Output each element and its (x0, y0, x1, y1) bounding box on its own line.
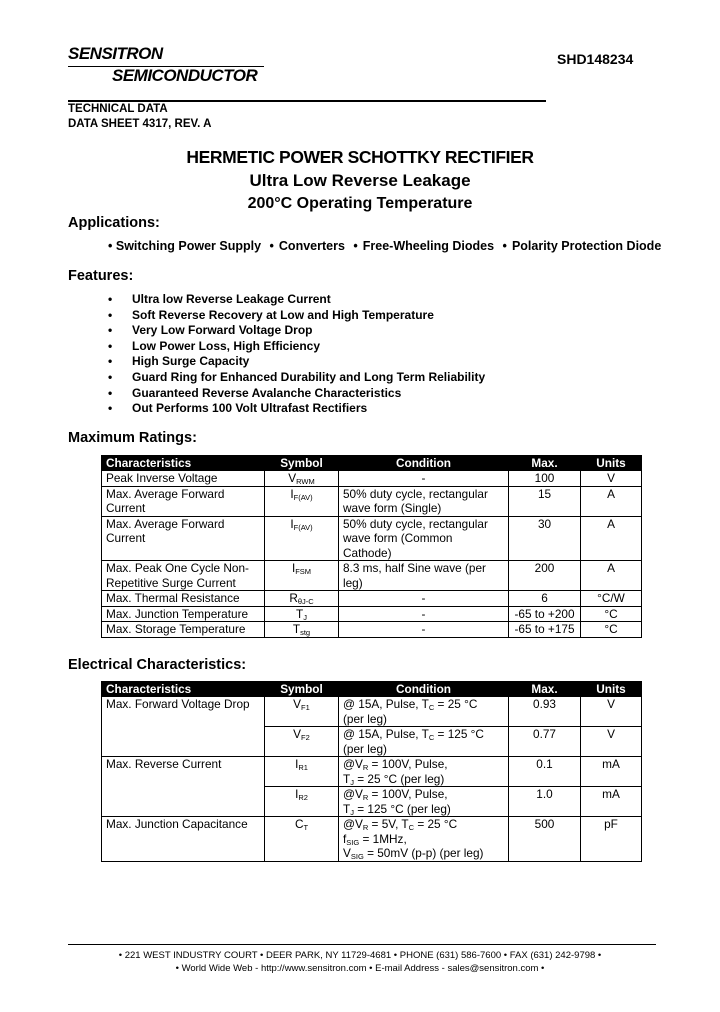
table-row (102, 561, 642, 591)
col-header: Characteristics (102, 682, 265, 697)
cell-characteristic: Max. Storage Temperature (102, 622, 265, 638)
col-header: Units (581, 682, 642, 697)
cell-symbol: $T_{stg}$ (265, 622, 339, 638)
cell-max: 500 (509, 817, 581, 862)
cell-unit: V (581, 697, 642, 727)
document-subtitle-temp: 200°C Operating Temperature (247, 195, 473, 212)
col-header: Symbol (265, 682, 339, 697)
max-ratings-heading: Maximum Ratings: (68, 430, 197, 446)
application-item: Polarity Protection Diode (511, 239, 662, 253)
cell-condition: @ 15A, Pulse, $T_C = 125$ °C (per leg) (339, 727, 509, 757)
cell-condition: - (339, 591, 509, 607)
cell-condition: 8.3 ms, half Sine wave (per leg) (339, 561, 509, 591)
col-header: Symbol (265, 456, 339, 471)
cell-condition: @ 15A, Pulse, $T_C = 25$ °C (per leg) (339, 697, 509, 727)
cell-unit: A (581, 486, 642, 516)
cell-characteristic: Max. Average Forward Current (102, 516, 265, 561)
cell-symbol: $I_{FSM}$ (265, 561, 339, 591)
table-row (102, 757, 642, 787)
bullet-icon: • (108, 239, 113, 253)
col-header: Condition (339, 682, 509, 697)
cell-unit: °C (581, 622, 642, 638)
application-item: Switching Power Supply (115, 239, 262, 253)
cell-symbol: $V_{F2}$ (265, 727, 339, 757)
application-item: Converters (278, 239, 345, 253)
cell-unit: mA (581, 787, 642, 817)
cell-characteristic: Max. Average Forward Current (102, 486, 265, 516)
cell-characteristic: Max. Reverse Current (102, 757, 265, 817)
cell-unit: mA (581, 757, 642, 787)
col-header: Max. (509, 456, 581, 471)
cell-condition: $@V_R = 5V$, $T_C = 25$ °C $f_{SIG} = 1MHz$, $V_{SIG} = 50mV$ (p-p) (per leg) (339, 817, 509, 862)
feature-item: • High Surge Capacity (108, 354, 485, 370)
cell-unit: °C/W (581, 591, 642, 607)
cell-unit: °C (581, 606, 642, 622)
bullet-icon: • (502, 239, 507, 253)
feature-item: • Guaranteed Reverse Avalanche Characteristics (108, 386, 485, 402)
cell-symbol: $I_{F(AV)}$ (265, 516, 339, 561)
feature-item: • Low Power Loss, High Efficiency (108, 339, 485, 355)
feature-item: • Out Performs 100 Volt Ultrafast Rectifiers (108, 401, 485, 417)
company-name-line1: SENSITRON (68, 44, 163, 63)
cell-symbol: $C_T$ (265, 817, 339, 862)
application-item: Free-Wheeling Diodes (362, 239, 495, 253)
cell-unit: A (581, 516, 642, 561)
cell-max: 30 (509, 516, 581, 561)
cell-symbol: $V_{F1}$ (265, 697, 339, 727)
applications-heading: Applications: (68, 215, 160, 231)
cell-max: -65 to +175 (509, 622, 581, 638)
cell-max: 1.0 (509, 787, 581, 817)
cell-max: 0.77 (509, 727, 581, 757)
cell-max: 6 (509, 591, 581, 607)
table-row (102, 606, 642, 622)
electrical-heading: Electrical Characteristics: (68, 657, 247, 673)
cell-condition: - (339, 622, 509, 638)
cell-symbol: $I_{R2}$ (265, 787, 339, 817)
cell-characteristic: Max. Peak One Cycle Non-Repetitive Surge Current (102, 561, 265, 591)
cell-condition: $@V_R = 100V$, Pulse, $T_J = 25$ °C (per leg) (339, 757, 509, 787)
cell-max: -65 to +200 (509, 606, 581, 622)
cell-unit: A (581, 561, 642, 591)
cell-characteristic: Max. Junction Capacitance (102, 817, 265, 862)
cell-unit: V (581, 471, 642, 487)
cell-max: 200 (509, 561, 581, 591)
data-sheet-label: DATA SHEET 4317, REV. A (68, 118, 212, 130)
cell-max: 0.1 (509, 757, 581, 787)
cell-characteristic: Peak Inverse Voltage (102, 471, 265, 487)
electrical-table (101, 681, 642, 862)
footer-rule (68, 944, 656, 945)
table-row (102, 516, 642, 561)
cell-symbol: $I_{R1}$ (265, 757, 339, 787)
cell-max: 15 (509, 486, 581, 516)
cell-symbol: $R_{\theta J-C}$ (265, 591, 339, 607)
technical-data-label: TECHNICAL DATA (68, 103, 168, 115)
cell-symbol: $V_{RWM}$ (265, 471, 339, 487)
header-rule (68, 100, 546, 102)
cell-condition: - (339, 471, 509, 487)
table-row (102, 591, 642, 607)
feature-item: • Guard Ring for Enhanced Durability and Long Term Reliability (108, 370, 485, 386)
applications-list (108, 239, 661, 253)
table-header-row (102, 682, 642, 697)
cell-symbol: $I_{F(AV)}$ (265, 486, 339, 516)
table-row (102, 622, 642, 638)
cell-condition: - (339, 606, 509, 622)
col-header: Characteristics (102, 456, 265, 471)
company-name-line2: SEMICONDUCTOR (112, 66, 258, 85)
feature-item: • Ultra low Reverse Leakage Current (108, 292, 485, 308)
part-number: SHD148234 (557, 51, 634, 67)
cell-characteristic: Max. Forward Voltage Drop (102, 697, 265, 757)
col-header: Max. (509, 682, 581, 697)
document-title: HERMETIC POWER SCHOTTKY RECTIFIER (186, 147, 534, 167)
col-header: Units (581, 456, 642, 471)
cell-characteristic: Max. Junction Temperature (102, 606, 265, 622)
cell-max: 100 (509, 471, 581, 487)
cell-characteristic: Max. Thermal Resistance (102, 591, 265, 607)
table-row (102, 486, 642, 516)
cell-unit: V (581, 727, 642, 757)
features-list (108, 292, 485, 417)
bullet-icon: • (353, 239, 358, 253)
cell-condition: $@V_R = 100V$, Pulse, $T_J = 125$ °C (per leg) (339, 787, 509, 817)
cell-max: 0.93 (509, 697, 581, 727)
feature-item: • Very Low Forward Voltage Drop (108, 323, 485, 339)
table-header-row (102, 456, 642, 471)
footer-web: • World Wide Web - http://www.sensitron.com • E-mail Address - sales@sensitron.com • (175, 963, 545, 974)
cell-unit: pF (581, 817, 642, 862)
table-row (102, 471, 642, 487)
document-subtitle: Ultra Low Reverse Leakage (249, 171, 471, 190)
cell-condition: 50% duty cycle, rectangular wave form (Common Cathode) (339, 516, 509, 561)
bullet-icon: • (269, 239, 274, 253)
feature-item: • Soft Reverse Recovery at Low and High Temperature (108, 308, 485, 324)
footer-address: • 221 WEST INDUSTRY COURT • DEER PARK, NY 11729-4681 • PHONE (631) 586-7600 • FAX (631) 242-9798 • (118, 950, 602, 961)
max-ratings-table (101, 455, 642, 638)
col-header: Condition (339, 456, 509, 471)
table-row (102, 697, 642, 727)
cell-condition: 50% duty cycle, rectangular wave form (Single) (339, 486, 509, 516)
cell-symbol: $T_J$ (265, 606, 339, 622)
table-row (102, 817, 642, 862)
features-heading: Features: (68, 268, 134, 284)
